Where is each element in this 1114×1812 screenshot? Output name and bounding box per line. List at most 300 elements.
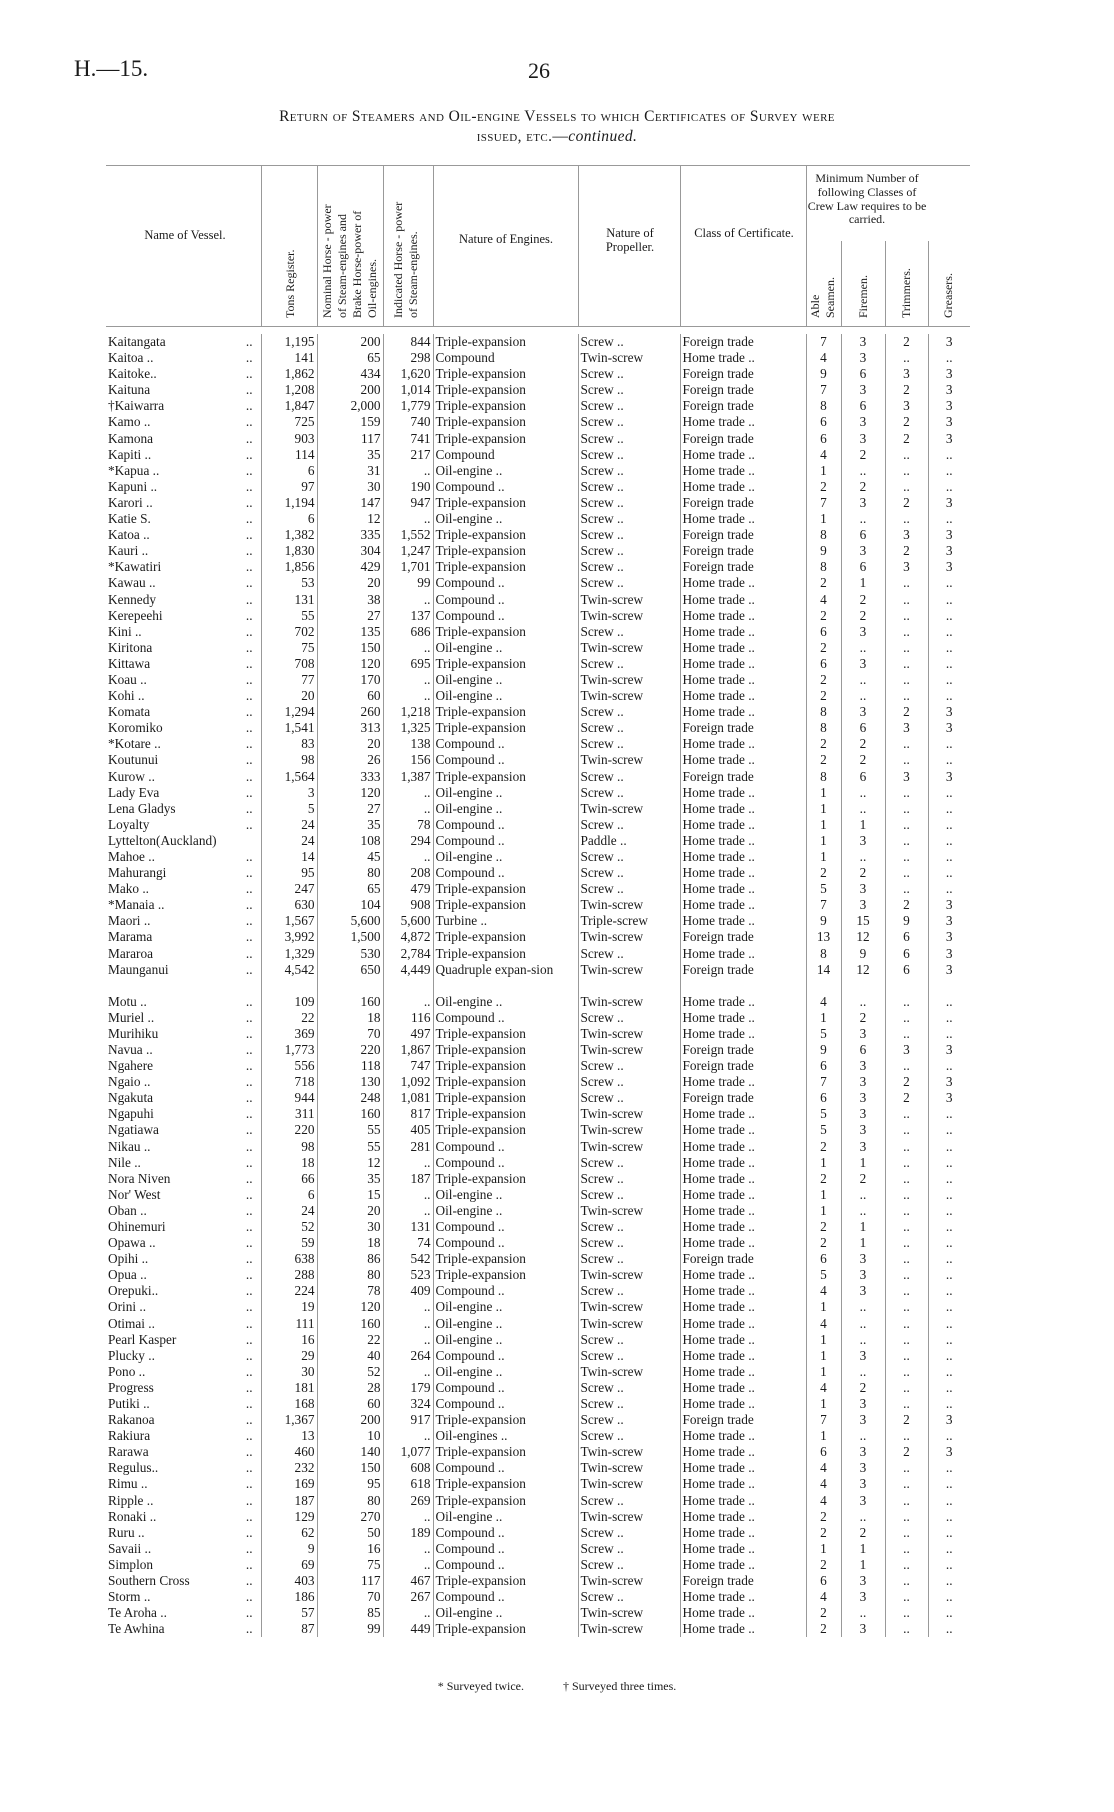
certificate: Home trade ..: [680, 1122, 806, 1138]
tons: 16: [261, 1332, 317, 1348]
leader: ..: [245, 1331, 253, 1347]
greasers: ..: [928, 656, 970, 672]
greasers: ..: [928, 1557, 970, 1573]
indicated-hp: ..: [383, 785, 433, 801]
firemen: ..: [841, 1428, 885, 1444]
indicated-hp: 74: [383, 1235, 433, 1251]
nominal-hp: 270: [317, 1509, 383, 1525]
tons: 1,856: [261, 559, 317, 575]
trimmers: 2: [885, 1444, 928, 1460]
propeller: Twin-screw: [578, 1316, 680, 1332]
certificate: Home trade ..: [680, 1106, 806, 1122]
title-continued: continued.: [568, 128, 638, 145]
certificate: Foreign trade: [680, 334, 806, 350]
table-row: [106, 1299, 970, 1315]
nominal-hp: 135: [317, 624, 383, 640]
leader: ..: [245, 897, 253, 913]
greasers: ..: [928, 1187, 970, 1203]
propeller: Screw ..: [578, 1187, 680, 1203]
header-divider: [680, 165, 681, 326]
trimmers: ..: [885, 785, 928, 801]
table-row: [106, 624, 970, 640]
table-row: [106, 511, 970, 527]
engine-type: Oil-engine ..: [433, 511, 578, 527]
table-row: [106, 1605, 970, 1621]
greasers: ..: [928, 511, 970, 527]
firemen: 2: [841, 1171, 885, 1187]
leader: ..: [245, 591, 253, 607]
nominal-hp: 248: [317, 1090, 383, 1106]
firemen: 6: [841, 366, 885, 382]
greasers: 3: [928, 559, 970, 575]
leader: ..: [245, 1444, 253, 1460]
engine-type: Triple-expansion: [433, 414, 578, 430]
indicated-hp: ..: [383, 1203, 433, 1219]
propeller: Screw ..: [578, 398, 680, 414]
table-row: [106, 1155, 970, 1171]
propeller: Screw ..: [578, 656, 680, 672]
engine-type: Compound ..: [433, 1460, 578, 1476]
able-seamen: 6: [806, 431, 841, 447]
propeller: Screw ..: [578, 511, 680, 527]
propeller: Twin-screw: [578, 1026, 680, 1042]
leader: ..: [245, 1251, 253, 1267]
indicated-hp: 1,218: [383, 704, 433, 720]
engine-type: Compound: [433, 350, 578, 366]
nominal-hp: 434: [317, 366, 383, 382]
firemen: 3: [841, 1493, 885, 1509]
table-row: [106, 495, 970, 511]
propeller: Twin-screw: [578, 688, 680, 704]
table-row: [106, 752, 970, 768]
header-bottom-rule: [106, 326, 970, 327]
certificate: Home trade ..: [680, 1026, 806, 1042]
greasers: ..: [928, 994, 970, 1010]
able-seamen: 2: [806, 865, 841, 881]
able-seamen: 7: [806, 1074, 841, 1090]
certificate: Home trade ..: [680, 1444, 806, 1460]
column-header-greasers: Greasers.: [941, 273, 955, 318]
propeller: Screw ..: [578, 479, 680, 495]
nominal-hp: 16: [317, 1541, 383, 1557]
able-seamen: 2: [806, 1557, 841, 1573]
tons: 725: [261, 414, 317, 430]
vessel-name: Kauri ..: [108, 543, 149, 559]
column-header-propeller: Nature of Propeller.: [605, 226, 655, 254]
nominal-hp: 95: [317, 1476, 383, 1492]
certificate: Home trade ..: [680, 1219, 806, 1235]
propeller: Screw ..: [578, 1348, 680, 1364]
table-row: [106, 575, 970, 591]
table-row: [106, 559, 970, 575]
leader: ..: [245, 720, 253, 736]
propeller: Screw ..: [578, 1219, 680, 1235]
trimmers: 3: [885, 559, 928, 575]
greasers: ..: [928, 1573, 970, 1589]
table-row: [106, 801, 970, 817]
greasers: 3: [928, 398, 970, 414]
vessel-name: Lady Eva: [108, 784, 160, 800]
tons: 24: [261, 1203, 317, 1219]
tons: 168: [261, 1396, 317, 1412]
propeller: Screw ..: [578, 414, 680, 430]
engine-type: Compound ..: [433, 1283, 578, 1299]
table-row: [106, 817, 970, 833]
engine-type: Oil-engine ..: [433, 994, 578, 1010]
firemen: 2: [841, 447, 885, 463]
nominal-hp: 35: [317, 1171, 383, 1187]
nominal-hp: 104: [317, 897, 383, 913]
greasers: ..: [928, 752, 970, 768]
tons: 9: [261, 1541, 317, 1557]
engine-type: Turbine ..: [433, 913, 578, 929]
trimmers: ..: [885, 1460, 928, 1476]
propeller: Screw ..: [578, 785, 680, 801]
propeller: Twin-screw: [578, 1106, 680, 1122]
able-seamen: 1: [806, 1332, 841, 1348]
certificate: Home trade ..: [680, 1155, 806, 1171]
propeller: Screw ..: [578, 463, 680, 479]
indicated-hp: 78: [383, 817, 433, 833]
table-row: [106, 1026, 970, 1042]
firemen: 3: [841, 1074, 885, 1090]
vessel-table: [106, 334, 970, 1637]
certificate: Home trade ..: [680, 1332, 806, 1348]
tons: 24: [261, 817, 317, 833]
engine-type: Compound ..: [433, 1235, 578, 1251]
certificate: Home trade ..: [680, 592, 806, 608]
vessel-name: Ohinemuri: [108, 1218, 166, 1234]
firemen: 2: [841, 736, 885, 752]
propeller: Twin-screw: [578, 752, 680, 768]
firemen: 15: [841, 913, 885, 929]
able-seamen: 5: [806, 1026, 841, 1042]
trimmers: ..: [885, 1283, 928, 1299]
nominal-hp: 260: [317, 704, 383, 720]
leader: ..: [245, 945, 253, 961]
firemen: ..: [841, 1364, 885, 1380]
certificate: Foreign trade: [680, 431, 806, 447]
vessel-name: Pono ..: [108, 1363, 146, 1379]
leader: ..: [245, 446, 253, 462]
nominal-hp: 160: [317, 1316, 383, 1332]
indicated-hp: 1,325: [383, 720, 433, 736]
firemen: 2: [841, 865, 885, 881]
nominal-hp: 200: [317, 334, 383, 350]
vessel-name: Savaii ..: [108, 1540, 152, 1556]
table-row: [106, 1444, 970, 1460]
table-row: [106, 1428, 970, 1444]
firemen: 1: [841, 1235, 885, 1251]
nominal-hp: 99: [317, 1621, 383, 1637]
vessel-name: Rimu ..: [108, 1476, 148, 1492]
indicated-hp: 4,872: [383, 929, 433, 945]
able-seamen: 6: [806, 1251, 841, 1267]
table-row: [106, 897, 970, 913]
table-row: [106, 1106, 970, 1122]
engine-type: Triple-expansion: [433, 382, 578, 398]
indicated-hp: 116: [383, 1010, 433, 1026]
table-row: [106, 1380, 970, 1396]
certificate: Foreign trade: [680, 1042, 806, 1058]
vessel-name: Plucky ..: [108, 1347, 155, 1363]
able-seamen: 2: [806, 1509, 841, 1525]
greasers: ..: [928, 1219, 970, 1235]
greasers: ..: [928, 1010, 970, 1026]
nominal-hp: 117: [317, 431, 383, 447]
indicated-hp: 294: [383, 833, 433, 849]
tons: 97: [261, 479, 317, 495]
nominal-hp: 429: [317, 559, 383, 575]
leader: ..: [245, 784, 253, 800]
nominal-hp: 70: [317, 1026, 383, 1042]
table-row: [106, 1573, 970, 1589]
indicated-hp: 741: [383, 431, 433, 447]
footnote-surveyed-three-times: † Surveyed three times.: [563, 1679, 677, 1693]
certificate: Foreign trade: [680, 1251, 806, 1267]
indicated-hp: ..: [383, 1428, 433, 1444]
greasers: ..: [928, 350, 970, 366]
trimmers: ..: [885, 1026, 928, 1042]
vessel-name: Te Aroha ..: [108, 1605, 167, 1621]
table-row: [106, 382, 970, 398]
vessel-name: Kapuni ..: [108, 478, 158, 494]
table-row: [106, 720, 970, 736]
tons: 20: [261, 688, 317, 704]
table-row: [106, 1589, 970, 1605]
greasers: ..: [928, 817, 970, 833]
trimmers: 2: [885, 543, 928, 559]
trimmers: ..: [885, 1493, 928, 1509]
leader: ..: [245, 1476, 253, 1492]
greasers: ..: [928, 1332, 970, 1348]
propeller: Screw ..: [578, 575, 680, 591]
able-seamen: 2: [806, 736, 841, 752]
leader: ..: [245, 1009, 253, 1025]
trimmers: ..: [885, 447, 928, 463]
trimmers: ..: [885, 511, 928, 527]
firemen: 3: [841, 1573, 885, 1589]
engine-type: Oil-engine ..: [433, 1316, 578, 1332]
engine-type: Oil-engine ..: [433, 1332, 578, 1348]
certificate: Home trade ..: [680, 897, 806, 913]
certificate: Home trade ..: [680, 656, 806, 672]
table-row: [106, 1074, 970, 1090]
table-row: [106, 592, 970, 608]
nominal-hp: 2,000: [317, 398, 383, 414]
indicated-hp: 298: [383, 350, 433, 366]
greasers: ..: [928, 1460, 970, 1476]
greasers: ..: [928, 1171, 970, 1187]
firemen: 1: [841, 1219, 885, 1235]
table-top-rule: [106, 165, 970, 166]
propeller: Twin-screw: [578, 608, 680, 624]
tons: 1,541: [261, 720, 317, 736]
column-header-indicated-hp: Indicated Horse - power of Steam-engines.: [391, 201, 420, 318]
indicated-hp: 99: [383, 575, 433, 591]
engine-type: Compound ..: [433, 1541, 578, 1557]
vessel-name: Ngaio ..: [108, 1074, 151, 1090]
greasers: 3: [928, 414, 970, 430]
table-row: [106, 913, 970, 929]
firemen: 3: [841, 1412, 885, 1428]
tons: 220: [261, 1122, 317, 1138]
nominal-hp: 170: [317, 672, 383, 688]
greasers: 3: [928, 1090, 970, 1106]
engine-type: Compound ..: [433, 592, 578, 608]
nominal-hp: 30: [317, 1219, 383, 1235]
nominal-hp: 530: [317, 946, 383, 962]
table-row: [106, 527, 970, 543]
propeller: Screw ..: [578, 720, 680, 736]
tons: 903: [261, 431, 317, 447]
able-seamen: 4: [806, 1316, 841, 1332]
able-seamen: 1: [806, 1428, 841, 1444]
indicated-hp: 740: [383, 414, 433, 430]
greasers: ..: [928, 881, 970, 897]
vessel-name: Nor' West: [108, 1186, 161, 1202]
propeller: Twin-screw: [578, 1476, 680, 1492]
tons: 181: [261, 1380, 317, 1396]
nominal-hp: 200: [317, 382, 383, 398]
table-row: [106, 929, 970, 945]
table-row: [106, 1396, 970, 1412]
indicated-hp: ..: [383, 463, 433, 479]
nominal-hp: 10: [317, 1428, 383, 1444]
able-seamen: 8: [806, 704, 841, 720]
certificate: Home trade ..: [680, 913, 806, 929]
firemen: 3: [841, 1026, 885, 1042]
able-seamen: 4: [806, 1460, 841, 1476]
propeller: Screw ..: [578, 382, 680, 398]
trimmers: ..: [885, 994, 928, 1010]
certificate: Foreign trade: [680, 962, 806, 994]
leader: ..: [245, 334, 253, 349]
indicated-hp: 281: [383, 1139, 433, 1155]
able-seamen: 9: [806, 1042, 841, 1058]
trimmers: ..: [885, 656, 928, 672]
greasers: 3: [928, 704, 970, 720]
able-seamen: 2: [806, 672, 841, 688]
vessel-name: Kamona: [108, 430, 154, 446]
certificate: Home trade ..: [680, 1187, 806, 1203]
able-seamen: 6: [806, 656, 841, 672]
nominal-hp: 22: [317, 1332, 383, 1348]
trimmers: ..: [885, 1058, 928, 1074]
certificate: Foreign trade: [680, 929, 806, 945]
column-header-certificate: Class of Certificate.: [694, 226, 794, 240]
trimmers: ..: [885, 1299, 928, 1315]
nominal-hp: 159: [317, 414, 383, 430]
certificate: Foreign trade: [680, 382, 806, 398]
leader: ..: [245, 511, 253, 527]
able-seamen: 6: [806, 1090, 841, 1106]
vessel-name: *Kawatiri: [108, 559, 162, 575]
tons: 6: [261, 511, 317, 527]
certificate: Foreign trade: [680, 720, 806, 736]
greasers: ..: [928, 849, 970, 865]
nominal-hp: 12: [317, 511, 383, 527]
greasers: 3: [928, 334, 970, 350]
leader: ..: [245, 1524, 253, 1540]
firemen: ..: [841, 1203, 885, 1219]
nominal-hp: 55: [317, 1139, 383, 1155]
leader: ..: [245, 816, 253, 832]
trimmers: ..: [885, 1428, 928, 1444]
table-title: [60, 108, 1054, 126]
propeller: Screw ..: [578, 946, 680, 962]
vessel-name: Mahoe ..: [108, 849, 155, 864]
tons: 55: [261, 608, 317, 624]
certificate: Home trade ..: [680, 1203, 806, 1219]
leader: ..: [245, 1412, 253, 1428]
column-header-trimmers: Trimmers.: [899, 268, 913, 318]
table-row: [106, 1283, 970, 1299]
firemen: 3: [841, 881, 885, 897]
engine-type: Oil-engines ..: [433, 1428, 578, 1444]
propeller: Twin-screw: [578, 994, 680, 1010]
trimmers: ..: [885, 624, 928, 640]
tons: 460: [261, 1444, 317, 1460]
greasers: 3: [928, 1042, 970, 1058]
table-row: [106, 1476, 970, 1492]
header-divider: [383, 165, 384, 326]
tons: 14: [261, 849, 317, 865]
table-row: [106, 608, 970, 624]
able-seamen: 1: [806, 1541, 841, 1557]
nominal-hp: 15: [317, 1187, 383, 1203]
table-row: [106, 1171, 970, 1187]
certificate: Home trade ..: [680, 1396, 806, 1412]
firemen: 3: [841, 414, 885, 430]
engine-type: Compound ..: [433, 736, 578, 752]
leader: ..: [245, 1267, 253, 1283]
firemen: 1: [841, 817, 885, 833]
able-seamen: 4: [806, 1493, 841, 1509]
certificate: Home trade ..: [680, 624, 806, 640]
trimmers: 2: [885, 1090, 928, 1106]
certificate: Foreign trade: [680, 543, 806, 559]
certificate: Home trade ..: [680, 350, 806, 366]
propeller: Twin-screw: [578, 1509, 680, 1525]
tons: 83: [261, 736, 317, 752]
certificate: Home trade ..: [680, 1589, 806, 1605]
certificate: Home trade ..: [680, 447, 806, 463]
propeller: Screw ..: [578, 624, 680, 640]
propeller: Screw ..: [578, 431, 680, 447]
able-seamen: 1: [806, 1396, 841, 1412]
indicated-hp: 1,081: [383, 1090, 433, 1106]
table-row: [106, 704, 970, 720]
firemen: ..: [841, 1509, 885, 1525]
greasers: 3: [928, 720, 970, 736]
header-divider: [885, 241, 886, 326]
indicated-hp: ..: [383, 1299, 433, 1315]
tons: 369: [261, 1026, 317, 1042]
indicated-hp: 405: [383, 1122, 433, 1138]
indicated-hp: 1,620: [383, 366, 433, 382]
engine-type: Triple-expansion: [433, 656, 578, 672]
tons: 77: [261, 672, 317, 688]
indicated-hp: 1,387: [383, 769, 433, 785]
greasers: ..: [928, 1235, 970, 1251]
greasers: ..: [928, 575, 970, 591]
leader: ..: [245, 1396, 253, 1411]
indicated-hp: 1,247: [383, 543, 433, 559]
able-seamen: 4: [806, 1380, 841, 1396]
indicated-hp: 156: [383, 752, 433, 768]
vessel-name: Kawau ..: [108, 575, 156, 591]
